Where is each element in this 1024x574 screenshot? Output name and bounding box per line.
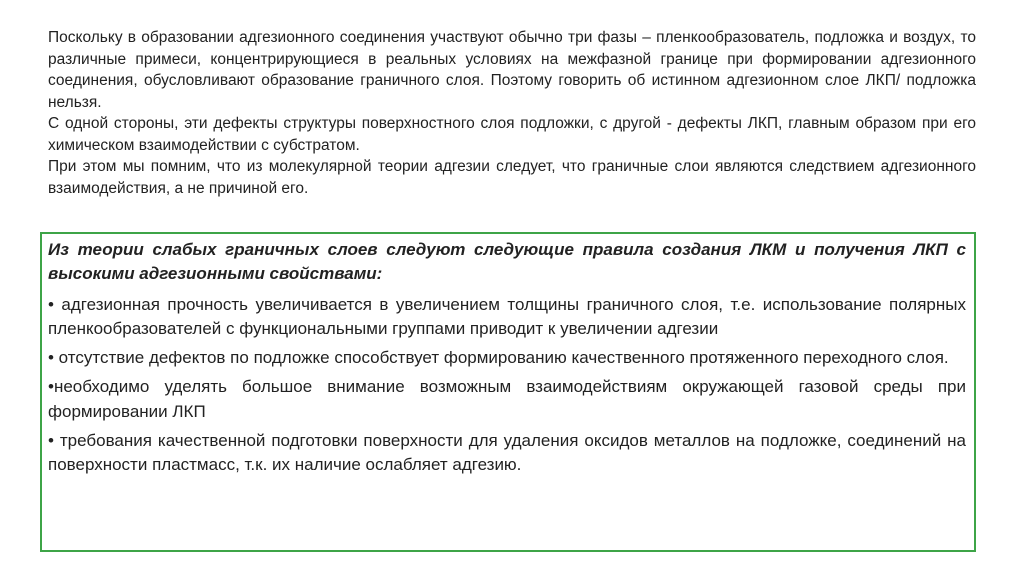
intro-paragraph-1: Поскольку в образовании адгезионного соединения участвуют обычно три фазы – пленкообразователь, подложка и воздух, то различные примеси, концентрирующиеся в реальных условиях на межфазной границе при формировании адгезионного соединения, обусловливают образование граничного слоя. Поэтому говорить об истинном адгезионном слое ЛКП/ подложка нельзя. [48, 29, 976, 111]
rule-item-2: • отсутствие дефектов по подложке способствует формированию качественного протяженного переходного слоя. [48, 348, 949, 368]
rule-item-4: • требования качественной подготовки поверхности для удаления оксидов металлов на подложке, соединений на поверхности пластмасс, т.к. их наличие ослабляет адгезию. [48, 431, 966, 475]
intro-paragraph-3: При этом мы помним, что из молекулярной теории адгезии следует, что граничные слои являются следствием адгезионного взаимодействия, а не причиной его. [48, 158, 976, 197]
rule-item-3: •необходимо уделять большое внимание возможным взаимодействиям окружающей газовой среды при формировании ЛКП [48, 377, 966, 421]
rules-heading: Из теории слабых граничных слоев следуют следующие правила создания ЛКМ и получения ЛКП с высокими адгезионными свойствами: [48, 240, 966, 284]
rules-box [40, 232, 976, 552]
rule-item-1: • адгезионная прочность увеличивается в увеличением толщины граничного слоя, т.е. использование полярных пленкообразователей с функциональными группами приводит к увеличении адгезии [48, 294, 966, 338]
intro-text [48, 27, 976, 199]
intro-paragraph-2: С одной стороны, эти дефекты структуры поверхностного слоя подложки, с другой - дефекты ЛКП, главным образом при его химическом взаимодействии с субстратом. [48, 115, 976, 154]
